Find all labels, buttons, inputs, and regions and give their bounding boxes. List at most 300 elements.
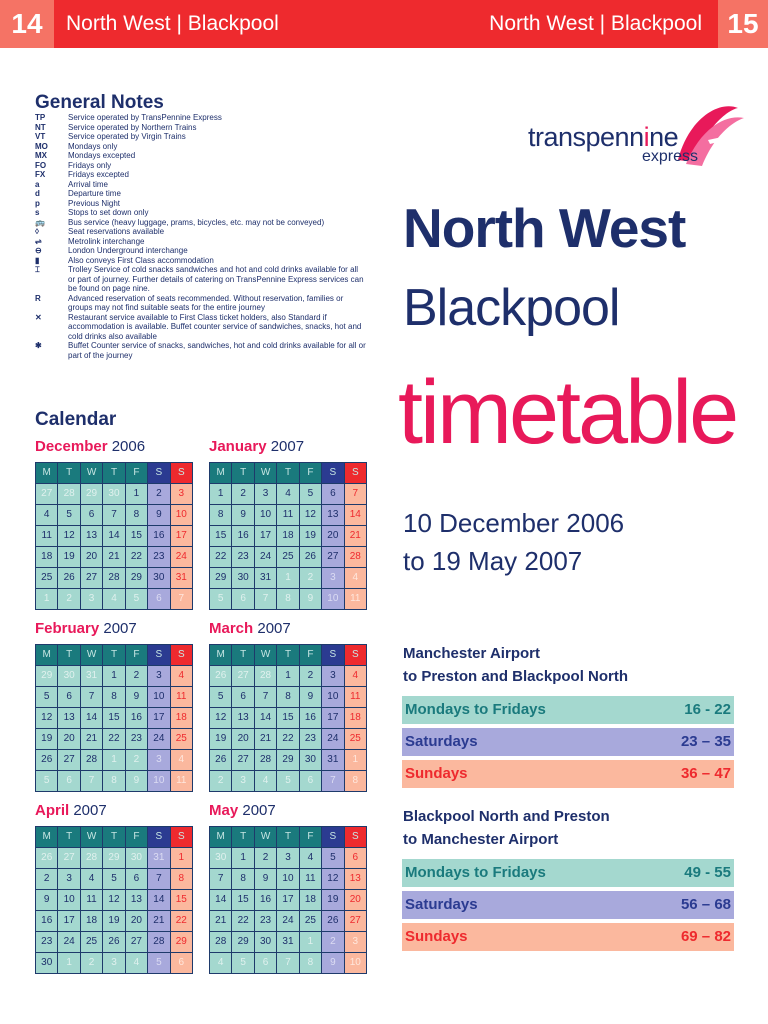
calendar-day: 3 xyxy=(322,666,343,686)
calendar-day: 20 xyxy=(322,526,343,546)
calendar-day: 8 xyxy=(126,505,147,525)
day-header: M xyxy=(210,463,231,483)
calendar-day: 4 xyxy=(81,869,102,889)
calendar-day: 26 xyxy=(210,750,231,770)
day-header: S xyxy=(148,463,169,483)
month-name: May xyxy=(209,802,239,819)
date-range-line-1: 10 December 2006 xyxy=(403,508,625,538)
calendar-day: 9 xyxy=(255,869,276,889)
calendar-day: 15 xyxy=(126,526,147,546)
calendar-day-outside: 26 xyxy=(36,848,57,868)
day-header: T xyxy=(58,463,79,483)
calendar-day: 29 xyxy=(232,932,253,952)
note-code: ⊖ xyxy=(35,246,42,255)
note-item xyxy=(35,170,367,180)
note-code: ◊ xyxy=(35,227,39,236)
row-pages: 23 – 35 xyxy=(680,733,731,750)
note-item xyxy=(35,265,367,294)
transpennine-logo xyxy=(528,100,738,172)
calendar-day-outside: 29 xyxy=(36,666,57,686)
calendar-day: 20 xyxy=(126,911,147,931)
calendar-day: 13 xyxy=(322,505,343,525)
calendar-day: 17 xyxy=(58,911,79,931)
calendar-day: 26 xyxy=(103,932,124,952)
note-item xyxy=(35,123,367,133)
calendar-day: 12 xyxy=(322,869,343,889)
calendar-day-outside: 7 xyxy=(255,589,276,609)
date-range-line-2: to 19 May 2007 xyxy=(403,546,583,576)
calendar-day: 3 xyxy=(58,869,79,889)
day-header: M xyxy=(36,645,57,665)
calendar-day: 23 xyxy=(232,547,253,567)
calendar-day: 22 xyxy=(210,547,231,567)
calendar-day-outside: 31 xyxy=(148,848,169,868)
calendar-day: 14 xyxy=(210,890,231,910)
calendar-day: 14 xyxy=(103,526,124,546)
calendar-month-may xyxy=(209,802,367,974)
day-header: S xyxy=(171,827,192,847)
calendar-day-outside: 4 xyxy=(171,750,192,770)
calendar-day: 19 xyxy=(322,890,343,910)
day-header: W xyxy=(255,827,276,847)
month-grid xyxy=(35,462,193,610)
calendar-day: 30 xyxy=(148,568,169,588)
month-grid xyxy=(209,644,367,792)
calendar-day-outside: 6 xyxy=(148,589,169,609)
calendar-day: 10 xyxy=(322,687,343,707)
calendar-day: 22 xyxy=(232,911,253,931)
route-1-title xyxy=(403,642,628,688)
calendar-day: 20 xyxy=(58,729,79,749)
calendar-day-outside: 2 xyxy=(126,750,147,770)
logo-part-3: ne xyxy=(649,122,679,152)
calendar-day: 6 xyxy=(58,687,79,707)
calendar-day: 25 xyxy=(171,729,192,749)
calendar-day-outside: 4 xyxy=(345,568,366,588)
calendar-day-outside: 8 xyxy=(103,771,124,791)
month-year: 2007 xyxy=(103,620,137,637)
note-code: VT xyxy=(35,132,46,141)
note-item xyxy=(35,294,367,313)
month-year: 2007 xyxy=(257,620,291,637)
row-label: Sundays xyxy=(405,765,468,782)
calendar-day-outside: 28 xyxy=(255,666,276,686)
calendar-day: 9 xyxy=(148,505,169,525)
calendar-day: 13 xyxy=(232,708,253,728)
note-description: Buffet Counter service of snacks, sandwiches, hot and cold drinks available for all or part of the journey xyxy=(68,341,366,360)
day-header: M xyxy=(36,827,57,847)
calendar-day: 11 xyxy=(81,890,102,910)
calendar-day: 29 xyxy=(210,568,231,588)
calendar-day: 13 xyxy=(345,869,366,889)
day-header: S xyxy=(345,827,366,847)
calendar-day: 8 xyxy=(210,505,231,525)
calendar-day: 6 xyxy=(81,505,102,525)
calendar-day-outside: 5 xyxy=(210,589,231,609)
note-item xyxy=(35,218,367,228)
calendar-day: 15 xyxy=(277,708,298,728)
calendar-day: 7 xyxy=(81,687,102,707)
calendar-day: 4 xyxy=(171,666,192,686)
calendar-day: 5 xyxy=(58,505,79,525)
calendar-day: 2 xyxy=(126,666,147,686)
calendar-day: 29 xyxy=(171,932,192,952)
general-notes-title: General Notes xyxy=(35,92,164,113)
calendar-day: 2 xyxy=(300,666,321,686)
route-2-saturdays-row xyxy=(402,891,734,919)
note-code: ✱ xyxy=(35,341,42,350)
calendar-day-outside: 30 xyxy=(58,666,79,686)
calendar-day: 13 xyxy=(81,526,102,546)
sub-title: Blackpool xyxy=(403,279,620,337)
calendar-day: 31 xyxy=(277,932,298,952)
note-item xyxy=(35,132,367,142)
calendar-day-outside: 6 xyxy=(300,771,321,791)
calendar-day: 21 xyxy=(210,911,231,931)
calendar-day-outside: 11 xyxy=(171,771,192,791)
note-code: p xyxy=(35,198,40,208)
note-item xyxy=(35,151,367,161)
calendar-day: 31 xyxy=(322,750,343,770)
calendar-day-outside: 2 xyxy=(81,953,102,973)
day-header: S xyxy=(171,463,192,483)
calendar-day: 29 xyxy=(277,750,298,770)
calendar-day-outside: 30 xyxy=(126,848,147,868)
note-code: a xyxy=(35,179,40,189)
calendar-day-outside: 8 xyxy=(345,771,366,791)
calendar-day: 16 xyxy=(126,708,147,728)
calendar-day: 18 xyxy=(81,911,102,931)
calendar-day: 1 xyxy=(277,666,298,686)
calendar-day: 10 xyxy=(255,505,276,525)
calendar-day: 18 xyxy=(277,526,298,546)
note-item xyxy=(35,256,367,266)
calendar-day: 16 xyxy=(255,890,276,910)
calendar-day-outside: 27 xyxy=(232,666,253,686)
calendar-day: 1 xyxy=(232,848,253,868)
calendar-day-outside: 4 xyxy=(210,953,231,973)
calendar-day-outside: 30 xyxy=(210,848,231,868)
calendar-day-outside: 10 xyxy=(148,771,169,791)
month-title xyxy=(35,802,193,820)
day-header: W xyxy=(255,463,276,483)
calendar-day: 6 xyxy=(322,484,343,504)
route-2-title xyxy=(403,805,610,851)
month-name: February xyxy=(35,620,100,637)
calendar-day-outside: 30 xyxy=(103,484,124,504)
calendar-day-outside: 3 xyxy=(345,932,366,952)
calendar-day: 5 xyxy=(322,848,343,868)
row-pages: 69 – 82 xyxy=(680,928,731,945)
calendar-day: 13 xyxy=(58,708,79,728)
calendar-day: 6 xyxy=(126,869,147,889)
calendar-day: 22 xyxy=(126,547,147,567)
calendar-day: 4 xyxy=(300,848,321,868)
calendar-day: 17 xyxy=(148,708,169,728)
calendar-day-outside: 2 xyxy=(58,589,79,609)
calendar-day-outside: 9 xyxy=(126,771,147,791)
row-pages: 16 - 22 xyxy=(684,701,731,718)
day-header: T xyxy=(58,827,79,847)
day-header: F xyxy=(300,645,321,665)
calendar-day-outside: 3 xyxy=(103,953,124,973)
note-description: Service operated by Northern Trains xyxy=(68,122,197,132)
calendar-day: 23 xyxy=(148,547,169,567)
calendar-day: 13 xyxy=(126,890,147,910)
calendar-day: 20 xyxy=(81,547,102,567)
day-header: W xyxy=(255,645,276,665)
note-code: NT xyxy=(35,122,46,132)
calendar-day: 30 xyxy=(300,750,321,770)
calendar-day-outside: 1 xyxy=(103,750,124,770)
note-item xyxy=(35,113,367,123)
calendar-day: 26 xyxy=(300,547,321,567)
day-header: S xyxy=(322,827,343,847)
calendar-day: 5 xyxy=(300,484,321,504)
calendar-day: 11 xyxy=(277,505,298,525)
calendar-day: 24 xyxy=(322,729,343,749)
day-header: T xyxy=(232,827,253,847)
note-description: Mondays only xyxy=(68,141,118,151)
calendar-day: 16 xyxy=(148,526,169,546)
note-description: Bus service (heavy luggage, prams, bicycles, etc. may not be conveyed) xyxy=(68,217,325,227)
calendar-day-outside: 29 xyxy=(103,848,124,868)
calendar-day: 31 xyxy=(171,568,192,588)
calendar-day: 10 xyxy=(171,505,192,525)
calendar-day-outside: 6 xyxy=(171,953,192,973)
calendar-day: 3 xyxy=(171,484,192,504)
note-code: MO xyxy=(35,141,48,151)
calendar-day: 15 xyxy=(103,708,124,728)
route-1-title-line-1: Manchester Airport xyxy=(403,645,540,662)
calendar-day-outside: 4 xyxy=(126,953,147,973)
calendar-day: 3 xyxy=(277,848,298,868)
calendar-day: 10 xyxy=(277,869,298,889)
calendar-day: 1 xyxy=(171,848,192,868)
day-header: F xyxy=(126,827,147,847)
calendar-day: 14 xyxy=(81,708,102,728)
calendar-day-outside: 1 xyxy=(300,932,321,952)
calendar-day: 21 xyxy=(345,526,366,546)
note-code: MX xyxy=(35,151,47,160)
calendar-day: 14 xyxy=(148,890,169,910)
calendar-day: 4 xyxy=(345,666,366,686)
calendar-month-april xyxy=(35,802,193,974)
calendar-day-outside: 28 xyxy=(81,848,102,868)
row-pages: 56 – 68 xyxy=(680,896,731,913)
day-header: F xyxy=(126,463,147,483)
calendar-day-outside: 2 xyxy=(322,932,343,952)
calendar-day: 9 xyxy=(36,890,57,910)
calendar-day: 1 xyxy=(210,484,231,504)
calendar-day-outside: 4 xyxy=(255,771,276,791)
calendar-day-outside: 7 xyxy=(277,953,298,973)
calendar-day-outside: 5 xyxy=(277,771,298,791)
calendar-day-outside: 10 xyxy=(322,589,343,609)
calendar-day: 27 xyxy=(345,911,366,931)
note-description: Service operated by TransPennine Express xyxy=(68,113,222,122)
day-header: S xyxy=(148,827,169,847)
calendar-day: 12 xyxy=(36,708,57,728)
calendar-day: 14 xyxy=(255,708,276,728)
note-description: Fridays only xyxy=(68,160,112,170)
month-title xyxy=(35,438,193,456)
calendar-day: 31 xyxy=(255,568,276,588)
calendar-day: 24 xyxy=(277,911,298,931)
note-item xyxy=(35,246,367,256)
calendar-day: 30 xyxy=(255,932,276,952)
route-1-saturdays-row xyxy=(402,728,734,756)
calendar-day: 25 xyxy=(300,911,321,931)
day-header: M xyxy=(210,827,231,847)
calendar-day: 20 xyxy=(232,729,253,749)
calendar-day: 8 xyxy=(171,869,192,889)
day-header: M xyxy=(36,463,57,483)
calendar-day: 21 xyxy=(103,547,124,567)
calendar-day-outside: 6 xyxy=(255,953,276,973)
row-label: Sundays xyxy=(405,928,468,945)
row-pages: 49 - 55 xyxy=(684,864,731,881)
calendar-day-outside: 5 xyxy=(126,589,147,609)
day-header: S xyxy=(171,645,192,665)
calendar-day: 8 xyxy=(232,869,253,889)
calendar-day-outside: 6 xyxy=(232,589,253,609)
calendar-day: 18 xyxy=(300,890,321,910)
calendar-day-outside: 1 xyxy=(36,589,57,609)
calendar-day: 2 xyxy=(255,848,276,868)
note-description: Restaurant service available to First Class ticket holders, also Standard if accommodation is available. Buffet counter service of sandwiches, snacks, hot and cold drinks also available xyxy=(68,312,362,341)
note-code: 🚌 xyxy=(35,217,45,227)
day-header: S xyxy=(345,463,366,483)
day-header: T xyxy=(277,645,298,665)
calendar-day: 10 xyxy=(148,687,169,707)
calendar-day: 12 xyxy=(300,505,321,525)
calendar-day: 19 xyxy=(58,547,79,567)
calendar-day-outside: 8 xyxy=(300,953,321,973)
calendar-day-outside: 1 xyxy=(345,750,366,770)
calendar-day-outside: 5 xyxy=(36,771,57,791)
calendar-day-outside: 3 xyxy=(322,568,343,588)
calendar-day-outside: 7 xyxy=(171,589,192,609)
calendar-day-outside: 27 xyxy=(58,848,79,868)
note-code: ⌶ xyxy=(35,265,40,274)
day-header: S xyxy=(322,463,343,483)
calendar-month-december xyxy=(35,438,193,610)
calendar-day: 28 xyxy=(255,750,276,770)
calendar-day: 27 xyxy=(322,547,343,567)
day-header: S xyxy=(148,645,169,665)
note-code: FX xyxy=(35,170,46,179)
note-description: Trolley Service of cold snacks sandwiches and hot and cold drinks available for all or part of journey. Further details of catering on TransPennine Express services can be found on page nine. xyxy=(68,265,364,293)
calendar-day: 25 xyxy=(277,547,298,567)
calendar-month-february xyxy=(35,620,193,792)
day-header: T xyxy=(232,463,253,483)
calendar-day-outside: 2 xyxy=(300,568,321,588)
calendar-day-outside: 9 xyxy=(322,953,343,973)
calendar-day: 30 xyxy=(36,953,57,973)
calendar-day: 21 xyxy=(81,729,102,749)
month-year: 2007 xyxy=(73,802,107,819)
calendar-day: 30 xyxy=(232,568,253,588)
calendar-day: 24 xyxy=(58,932,79,952)
month-year: 2006 xyxy=(111,438,146,455)
calendar-day-outside: 6 xyxy=(58,771,79,791)
calendar-day: 9 xyxy=(300,687,321,707)
calendar-day: 23 xyxy=(255,911,276,931)
calendar-day: 5 xyxy=(36,687,57,707)
note-item xyxy=(35,142,367,152)
route-1-sundays-row xyxy=(402,760,734,788)
calendar-day: 21 xyxy=(148,911,169,931)
month-grid xyxy=(35,826,193,974)
calendar-day: 15 xyxy=(171,890,192,910)
calendar-day: 28 xyxy=(103,568,124,588)
calendar-day: 9 xyxy=(232,505,253,525)
month-grid xyxy=(209,826,367,974)
calendar-day: 12 xyxy=(210,708,231,728)
calendar-day: 7 xyxy=(345,484,366,504)
note-item xyxy=(35,208,367,218)
calendar-day: 25 xyxy=(81,932,102,952)
timetable-title: timetable xyxy=(398,363,737,463)
calendar-day: 26 xyxy=(58,568,79,588)
calendar-day-outside: 11 xyxy=(345,589,366,609)
route-2-sundays-row xyxy=(402,923,734,951)
row-pages: 36 – 47 xyxy=(680,765,731,782)
calendar-day: 3 xyxy=(148,666,169,686)
note-item xyxy=(35,237,367,247)
calendar-day: 25 xyxy=(36,568,57,588)
calendar-day-outside: 31 xyxy=(81,666,102,686)
day-header: F xyxy=(126,645,147,665)
note-code: d xyxy=(35,189,40,198)
calendar-day: 2 xyxy=(148,484,169,504)
calendar-day-outside: 4 xyxy=(103,589,124,609)
calendar-day: 5 xyxy=(210,687,231,707)
calendar-day: 19 xyxy=(36,729,57,749)
note-description: Also conveys First Class accommodation xyxy=(68,255,214,265)
calendar-day: 12 xyxy=(103,890,124,910)
calendar-day: 20 xyxy=(345,890,366,910)
calendar-day: 3 xyxy=(255,484,276,504)
row-label: Mondays to Fridays xyxy=(405,701,546,718)
month-title xyxy=(209,438,367,456)
day-header: M xyxy=(210,645,231,665)
calendar-day: 11 xyxy=(171,687,192,707)
note-item xyxy=(35,227,367,237)
row-label: Saturdays xyxy=(405,896,478,913)
calendar-day-outside: 7 xyxy=(81,771,102,791)
month-name: April xyxy=(35,802,70,819)
calendar-day-outside: 5 xyxy=(232,953,253,973)
month-grid xyxy=(209,462,367,610)
calendar-day: 26 xyxy=(322,911,343,931)
calendar-day: 2 xyxy=(36,869,57,889)
month-year: 2007 xyxy=(270,438,305,455)
calendar-day: 16 xyxy=(36,911,57,931)
calendar-day-outside: 5 xyxy=(148,953,169,973)
calendar-day: 18 xyxy=(345,708,366,728)
route-2-title-line-1: Blackpool North and Preston xyxy=(403,808,610,825)
note-code: R xyxy=(35,293,41,303)
month-year: 2007 xyxy=(242,802,276,819)
calendar-day: 1 xyxy=(103,666,124,686)
calendar-day: 4 xyxy=(36,505,57,525)
note-description: Fridays excepted xyxy=(68,170,129,179)
calendar-day: 6 xyxy=(345,848,366,868)
calendar-day: 4 xyxy=(277,484,298,504)
calendar-day: 26 xyxy=(36,750,57,770)
